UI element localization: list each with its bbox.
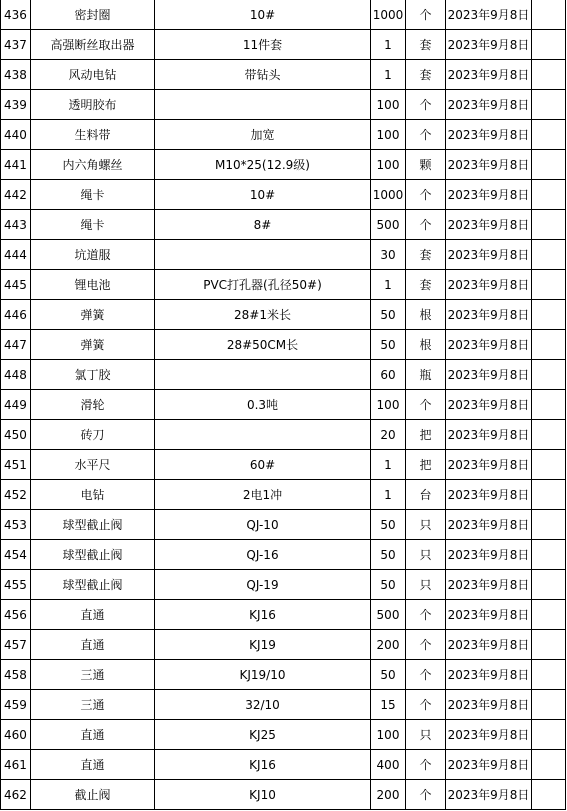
item-spec-cell: KJ10: [155, 780, 371, 810]
table-row: [1, 270, 566, 300]
quantity-cell: 100: [371, 390, 406, 420]
date-cell: 2023年9月8日: [446, 570, 532, 600]
note-cell: [532, 270, 566, 300]
item-spec-cell: [155, 360, 371, 390]
unit-cell: 瓶: [406, 360, 446, 390]
row-number-cell: 454: [1, 540, 31, 570]
item-spec-cell: 10#: [155, 0, 371, 30]
unit-cell: 个: [406, 630, 446, 660]
item-spec-cell: 0.3吨: [155, 390, 371, 420]
row-number-cell: 459: [1, 690, 31, 720]
table-row: [1, 120, 566, 150]
unit-cell: 个: [406, 390, 446, 420]
row-number-cell: 440: [1, 120, 31, 150]
item-name-cell: 透明胶布: [31, 90, 155, 120]
note-cell: [532, 180, 566, 210]
item-name-cell: 直通: [31, 600, 155, 630]
row-number-cell: 446: [1, 300, 31, 330]
item-spec-cell: 10#: [155, 180, 371, 210]
date-cell: 2023年9月8日: [446, 450, 532, 480]
table-row: [1, 210, 566, 240]
row-number-cell: 447: [1, 330, 31, 360]
date-cell: 2023年9月8日: [446, 540, 532, 570]
quantity-cell: 30: [371, 240, 406, 270]
unit-cell: 只: [406, 720, 446, 750]
table-row: [1, 180, 566, 210]
quantity-cell: 1000: [371, 180, 406, 210]
item-name-cell: 三通: [31, 690, 155, 720]
quantity-cell: 1: [371, 30, 406, 60]
note-cell: [532, 330, 566, 360]
unit-cell: 只: [406, 540, 446, 570]
item-spec-cell: QJ-19: [155, 570, 371, 600]
row-number-cell: 460: [1, 720, 31, 750]
date-cell: 2023年9月8日: [446, 30, 532, 60]
quantity-cell: 50: [371, 510, 406, 540]
item-name-cell: 截止阀: [31, 780, 155, 810]
date-cell: 2023年9月8日: [446, 780, 532, 810]
item-spec-cell: 带钻头: [155, 60, 371, 90]
row-number-cell: 441: [1, 150, 31, 180]
item-name-cell: 密封圈: [31, 0, 155, 30]
table-row: [1, 510, 566, 540]
table-row: [1, 0, 566, 30]
item-spec-cell: 11件套: [155, 30, 371, 60]
table-row: [1, 540, 566, 570]
quantity-cell: 100: [371, 120, 406, 150]
table-row: [1, 300, 566, 330]
row-number-cell: 445: [1, 270, 31, 300]
unit-cell: 个: [406, 750, 446, 780]
item-spec-cell: KJ19: [155, 630, 371, 660]
row-number-cell: 452: [1, 480, 31, 510]
quantity-cell: 60: [371, 360, 406, 390]
row-number-cell: 458: [1, 660, 31, 690]
note-cell: [532, 480, 566, 510]
unit-cell: 根: [406, 330, 446, 360]
note-cell: [532, 90, 566, 120]
item-name-cell: 球型截止阀: [31, 570, 155, 600]
date-cell: 2023年9月8日: [446, 660, 532, 690]
date-cell: 2023年9月8日: [446, 330, 532, 360]
quantity-cell: 1: [371, 450, 406, 480]
quantity-cell: 500: [371, 600, 406, 630]
item-spec-cell: KJ19/10: [155, 660, 371, 690]
quantity-cell: 20: [371, 420, 406, 450]
table-row: [1, 600, 566, 630]
item-name-cell: 高强断丝取出器: [31, 30, 155, 60]
table-row: [1, 330, 566, 360]
date-cell: 2023年9月8日: [446, 360, 532, 390]
note-cell: [532, 750, 566, 780]
note-cell: [532, 240, 566, 270]
table-row: [1, 150, 566, 180]
note-cell: [532, 0, 566, 30]
row-number-cell: 462: [1, 780, 31, 810]
unit-cell: 只: [406, 570, 446, 600]
note-cell: [532, 210, 566, 240]
unit-cell: 个: [406, 0, 446, 30]
table-row: [1, 480, 566, 510]
note-cell: [532, 300, 566, 330]
item-spec-cell: QJ-16: [155, 540, 371, 570]
row-number-cell: 448: [1, 360, 31, 390]
unit-cell: 只: [406, 510, 446, 540]
quantity-cell: 1: [371, 270, 406, 300]
item-name-cell: 球型截止阀: [31, 510, 155, 540]
unit-cell: 个: [406, 210, 446, 240]
date-cell: 2023年9月8日: [446, 480, 532, 510]
table-row: [1, 630, 566, 660]
date-cell: 2023年9月8日: [446, 420, 532, 450]
date-cell: 2023年9月8日: [446, 390, 532, 420]
item-name-cell: 水平尺: [31, 450, 155, 480]
unit-cell: 套: [406, 270, 446, 300]
row-number-cell: 438: [1, 60, 31, 90]
item-spec-cell: KJ16: [155, 750, 371, 780]
row-number-cell: 443: [1, 210, 31, 240]
item-spec-cell: 2电1冲: [155, 480, 371, 510]
table-row: [1, 750, 566, 780]
unit-cell: 根: [406, 300, 446, 330]
row-number-cell: 442: [1, 180, 31, 210]
note-cell: [532, 420, 566, 450]
row-number-cell: 461: [1, 750, 31, 780]
table-row: [1, 780, 566, 810]
item-name-cell: 生料带: [31, 120, 155, 150]
unit-cell: 套: [406, 240, 446, 270]
row-number-cell: 455: [1, 570, 31, 600]
date-cell: 2023年9月8日: [446, 600, 532, 630]
note-cell: [532, 390, 566, 420]
note-cell: [532, 360, 566, 390]
table-row: [1, 720, 566, 750]
date-cell: 2023年9月8日: [446, 270, 532, 300]
row-number-cell: 444: [1, 240, 31, 270]
date-cell: 2023年9月8日: [446, 510, 532, 540]
unit-cell: 个: [406, 600, 446, 630]
item-spec-cell: 加宽: [155, 120, 371, 150]
item-name-cell: 直通: [31, 720, 155, 750]
date-cell: 2023年9月8日: [446, 90, 532, 120]
quantity-cell: 1: [371, 480, 406, 510]
note-cell: [532, 570, 566, 600]
item-name-cell: 内六角螺丝: [31, 150, 155, 180]
unit-cell: 个: [406, 180, 446, 210]
item-spec-cell: PVC打孔器(孔径50#): [155, 270, 371, 300]
item-spec-cell: 8#: [155, 210, 371, 240]
note-cell: [532, 690, 566, 720]
date-cell: 2023年9月8日: [446, 300, 532, 330]
item-spec-cell: 32/10: [155, 690, 371, 720]
row-number-cell: 449: [1, 390, 31, 420]
note-cell: [532, 780, 566, 810]
item-spec-cell: [155, 240, 371, 270]
quantity-cell: 50: [371, 660, 406, 690]
note-cell: [532, 30, 566, 60]
table-row: [1, 60, 566, 90]
unit-cell: 把: [406, 450, 446, 480]
item-name-cell: 滑轮: [31, 390, 155, 420]
table-row: [1, 390, 566, 420]
item-spec-cell: QJ-10: [155, 510, 371, 540]
row-number-cell: 453: [1, 510, 31, 540]
item-name-cell: 氯丁胶: [31, 360, 155, 390]
date-cell: 2023年9月8日: [446, 720, 532, 750]
row-number-cell: 439: [1, 90, 31, 120]
unit-cell: 套: [406, 30, 446, 60]
quantity-cell: 50: [371, 570, 406, 600]
table-row: [1, 360, 566, 390]
item-name-cell: 砖刀: [31, 420, 155, 450]
item-name-cell: 绳卡: [31, 210, 155, 240]
unit-cell: 套: [406, 60, 446, 90]
note-cell: [532, 450, 566, 480]
note-cell: [532, 150, 566, 180]
note-cell: [532, 540, 566, 570]
note-cell: [532, 720, 566, 750]
item-spec-cell: 28#50CM长: [155, 330, 371, 360]
row-number-cell: 451: [1, 450, 31, 480]
quantity-cell: 1000: [371, 0, 406, 30]
item-spec-cell: [155, 90, 371, 120]
date-cell: 2023年9月8日: [446, 690, 532, 720]
quantity-cell: 200: [371, 780, 406, 810]
quantity-cell: 15: [371, 690, 406, 720]
note-cell: [532, 630, 566, 660]
quantity-cell: 1: [371, 60, 406, 90]
date-cell: 2023年9月8日: [446, 240, 532, 270]
item-name-cell: 三通: [31, 660, 155, 690]
date-cell: 2023年9月8日: [446, 60, 532, 90]
date-cell: 2023年9月8日: [446, 630, 532, 660]
date-cell: 2023年9月8日: [446, 150, 532, 180]
item-name-cell: 锂电池: [31, 270, 155, 300]
table-row: [1, 90, 566, 120]
row-number-cell: 456: [1, 600, 31, 630]
table-row: [1, 420, 566, 450]
item-spec-cell: KJ25: [155, 720, 371, 750]
date-cell: 2023年9月8日: [446, 210, 532, 240]
table-row: [1, 450, 566, 480]
quantity-cell: 100: [371, 90, 406, 120]
quantity-cell: 400: [371, 750, 406, 780]
unit-cell: 颗: [406, 150, 446, 180]
row-number-cell: 437: [1, 30, 31, 60]
note-cell: [532, 120, 566, 150]
item-spec-cell: [155, 420, 371, 450]
note-cell: [532, 660, 566, 690]
note-cell: [532, 600, 566, 630]
row-number-cell: 457: [1, 630, 31, 660]
quantity-cell: 200: [371, 630, 406, 660]
unit-cell: 个: [406, 780, 446, 810]
item-name-cell: 电钻: [31, 480, 155, 510]
note-cell: [532, 60, 566, 90]
item-name-cell: 弹簧: [31, 330, 155, 360]
item-name-cell: 球型截止阀: [31, 540, 155, 570]
date-cell: 2023年9月8日: [446, 120, 532, 150]
item-spec-cell: 28#1米长: [155, 300, 371, 330]
date-cell: 2023年9月8日: [446, 750, 532, 780]
quantity-cell: 50: [371, 330, 406, 360]
table-row: [1, 570, 566, 600]
table-row: [1, 690, 566, 720]
item-name-cell: 坑道服: [31, 240, 155, 270]
date-cell: 2023年9月8日: [446, 180, 532, 210]
quantity-cell: 500: [371, 210, 406, 240]
quantity-cell: 50: [371, 300, 406, 330]
table-row: [1, 30, 566, 60]
item-name-cell: 风动电钻: [31, 60, 155, 90]
unit-cell: 个: [406, 690, 446, 720]
unit-cell: 台: [406, 480, 446, 510]
table-body: [1, 0, 566, 810]
item-spec-cell: M10*25(12.9级): [155, 150, 371, 180]
date-cell: 2023年9月8日: [446, 0, 532, 30]
item-name-cell: 绳卡: [31, 180, 155, 210]
unit-cell: 个: [406, 90, 446, 120]
table-row: [1, 660, 566, 690]
item-name-cell: 直通: [31, 630, 155, 660]
unit-cell: 个: [406, 120, 446, 150]
unit-cell: 个: [406, 660, 446, 690]
quantity-cell: 100: [371, 720, 406, 750]
quantity-cell: 50: [371, 540, 406, 570]
quantity-cell: 100: [371, 150, 406, 180]
table-row: [1, 240, 566, 270]
row-number-cell: 450: [1, 420, 31, 450]
item-spec-cell: 60#: [155, 450, 371, 480]
item-spec-cell: KJ16: [155, 600, 371, 630]
item-name-cell: 直通: [31, 750, 155, 780]
unit-cell: 把: [406, 420, 446, 450]
row-number-cell: 436: [1, 0, 31, 30]
note-cell: [532, 510, 566, 540]
item-name-cell: 弹簧: [31, 300, 155, 330]
